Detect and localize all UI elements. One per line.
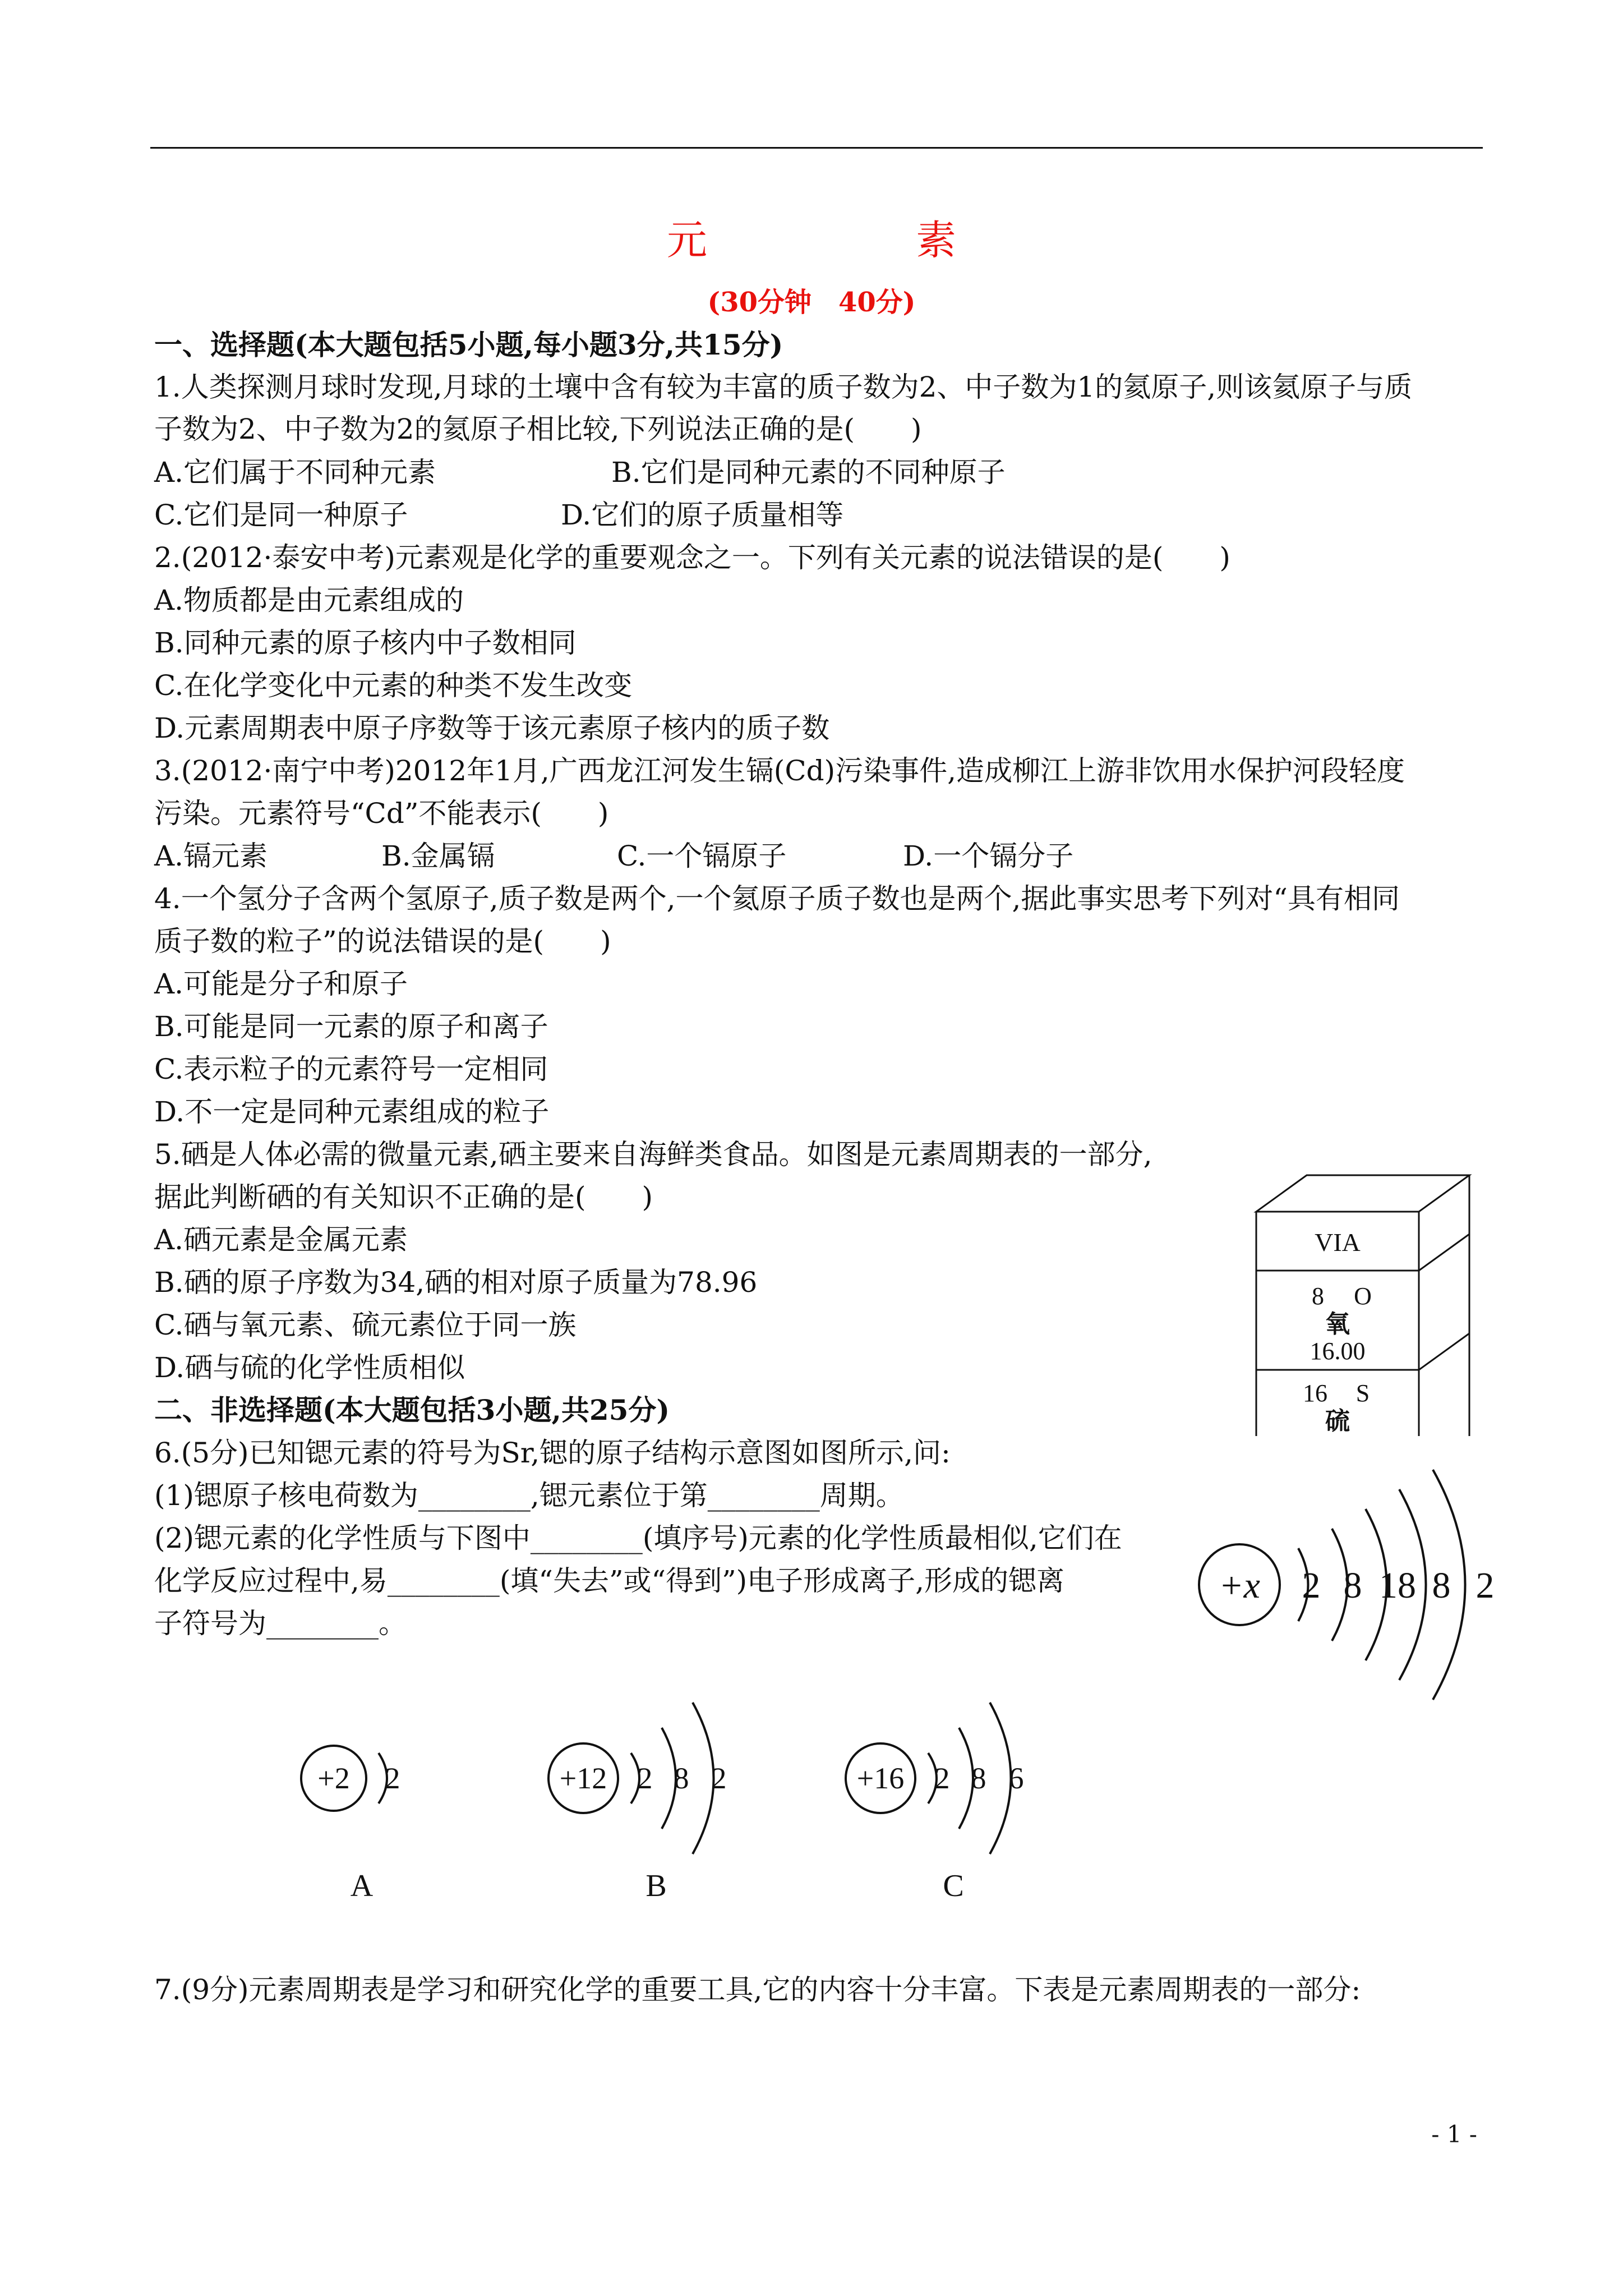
atom-a-nucleus: +2	[317, 1761, 350, 1795]
page-number: - 1 -	[1431, 2120, 1477, 2148]
sr-shell-1: 2	[1302, 1565, 1321, 1606]
atom-b-shell-3: 2	[711, 1761, 727, 1795]
oxygen-number: 8	[1312, 1282, 1324, 1310]
atom-c-shell-1: 2	[934, 1761, 950, 1795]
q4-stem-line-1: 4.一个氢分子含两个氢原子,质子数是两个,一个氦原子质子数也是两个,据此事实思考下列对“具有相同	[154, 882, 1400, 915]
q2-option-c: C.在化学变化中元素的种类不发生改变	[154, 669, 633, 702]
atom-b-shell-1: 2	[637, 1761, 653, 1795]
atom-diagram-b	[538, 1683, 774, 1918]
q1-stem-line-1: 1.人类探测月球时发现,月球的土壤中含有较为丰富的质子数为2、中子数为1的氦原子,则该氦原子与质	[154, 371, 1413, 403]
q2-option-d: D.元素周期表中原子序数等于该元素原子核内的质子数	[154, 712, 830, 744]
q5-option-d: D.硒与硫的化学性质相似	[154, 1351, 465, 1384]
q1-option-d: D.它们的原子质量相等	[561, 499, 844, 531]
q4-option-d: D.不一定是同种元素组成的粒子	[154, 1096, 550, 1128]
page-title: 元 素	[666, 217, 1040, 264]
atom-b-nucleus: +12	[559, 1761, 607, 1795]
q4-option-a: A.可能是分子和原子	[154, 968, 408, 1000]
sr-shell-5: 2	[1476, 1565, 1495, 1606]
group-label: VIA	[1315, 1228, 1361, 1257]
sr-shell-3: 18	[1379, 1565, 1416, 1606]
periodic-table-fragment	[1251, 1172, 1486, 1436]
q3-option-a: A.镉元素	[154, 840, 268, 872]
q5-option-c: C.硒与氧元素、硫元素位于同一族	[154, 1309, 577, 1341]
atom-c-shell-2: 8	[971, 1761, 986, 1795]
q5-option-a: A.硒元素是金属元素	[154, 1223, 408, 1256]
atom-a-shell-1: 2	[385, 1761, 400, 1795]
atom-b-shell-2: 8	[674, 1761, 689, 1795]
section-1-heading: 一、选择题(本大题包括5小题,每小题3分,共15分)	[154, 328, 783, 361]
q4-stem-line-2: 质子数的粒子”的说法错误的是( )	[154, 925, 611, 958]
atom-b-label: B	[645, 1869, 667, 1903]
q6-stem: 6.(5分)已知锶元素的符号为Sr,锶的原子结构示意图如图所示,问:	[154, 1437, 951, 1469]
oxygen-name: 氧	[1325, 1310, 1350, 1338]
q5-stem-line-1: 5.硒是人体必需的微量元素,硒主要来自海鲜类食品。如图是元素周期表的一部分,	[154, 1138, 1152, 1171]
q1-option-a: A.它们属于不同种元素	[154, 456, 436, 489]
q1-option-b: B.它们是同种元素的不同种原子	[611, 456, 1006, 489]
q4-option-c: C.表示粒子的元素符号一定相同	[154, 1053, 548, 1085]
atom-c-nucleus: +16	[856, 1761, 905, 1795]
atom-a-label: A	[350, 1869, 374, 1903]
q1-option-c: C.它们是同一种原子	[154, 499, 408, 531]
sulfur-name: 硫	[1325, 1407, 1350, 1435]
sulfur-symbol: S	[1355, 1379, 1370, 1407]
q7-stem: 7.(9分)元素周期表是学习和研究化学的重要工具,它的内容十分丰富。下表是元素周期表的一部分:	[154, 1973, 1361, 2006]
q1-stem-line-2: 子数为2、中子数为2的氦原子相比较,下列说法正确的是( )	[154, 413, 922, 445]
q3-stem-line-2: 污染。元素符号“Cd”不能表示( )	[154, 797, 609, 830]
time-score-subtitle: (30分钟 40分)	[707, 287, 916, 318]
q6-part-1: (1)锶原子核电荷数为________,锶元素位于第________周期。	[154, 1479, 904, 1512]
q3-option-c: C.一个镉原子	[617, 840, 787, 872]
q3-option-b: B.金属镉	[381, 840, 495, 872]
oxygen-mass: 16.00	[1310, 1337, 1366, 1365]
q6-part-2-line-2: 化学反应过程中,易________(填“失去”或“得到”)电子形成离子,形成的锶离	[154, 1565, 1065, 1597]
q2-stem: 2.(2012·泰安中考)元素观是化学的重要观念之一。下列有关元素的说法错误的是( )	[154, 541, 1230, 574]
atom-c-label: C	[943, 1869, 964, 1903]
atom-diagram-a	[292, 1705, 437, 1918]
sulfur-number: 16	[1303, 1379, 1327, 1407]
sr-shell-4: 8	[1432, 1565, 1451, 1606]
strontium-atom-diagram	[1189, 1447, 1525, 1683]
section-2-heading: 二、非选择题(本大题包括3小题,共25分)	[154, 1393, 670, 1427]
q2-option-a: A.物质都是由元素组成的	[154, 584, 464, 616]
atom-c-shell-3: 6	[1008, 1761, 1024, 1795]
q4-option-b: B.可能是同一元素的原子和离子	[154, 1010, 548, 1043]
header-rule	[150, 147, 1483, 149]
atom-diagram-c	[836, 1683, 1071, 1918]
sr-nucleus-charge: +x	[1219, 1565, 1260, 1606]
q6-part-2-line-1: (2)锶元素的化学性质与下图中________(填序号)元素的化学性质最相似,它们在	[154, 1522, 1122, 1554]
q6-part-2-line-3: 子符号为________。	[154, 1607, 407, 1640]
q5-stem-line-2: 据此判断硒的有关知识不正确的是( )	[154, 1181, 653, 1213]
sr-shell-2: 8	[1343, 1565, 1362, 1606]
q5-option-b: B.硒的原子序数为34,硒的相对原子质量为78.96	[154, 1266, 758, 1299]
q2-option-b: B.同种元素的原子核内中子数相同	[154, 627, 577, 659]
q3-option-d: D.一个镉分子	[903, 840, 1074, 872]
q3-stem-line-1: 3.(2012·南宁中考)2012年1月,广西龙江河发生镉(Cd)污染事件,造成柳江上游非饮用水保护河段轻度	[154, 754, 1405, 787]
oxygen-symbol: O	[1354, 1282, 1372, 1310]
